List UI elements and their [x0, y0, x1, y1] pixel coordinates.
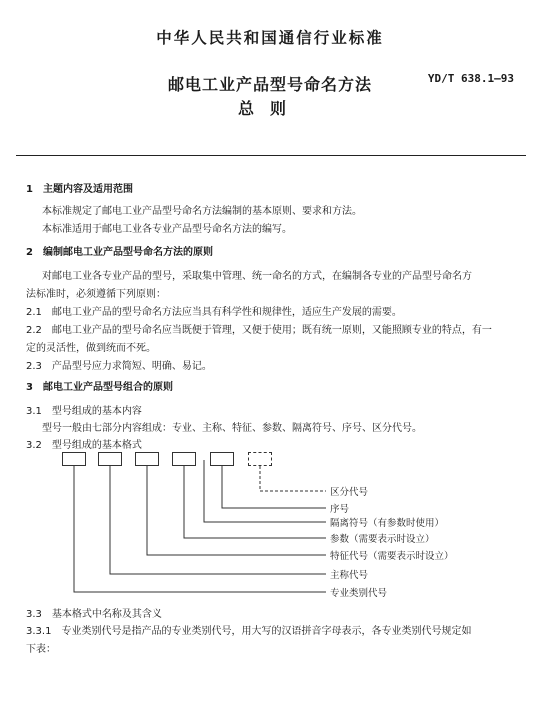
- document-header: 中华人民共和国通信行业标准: [156, 29, 384, 47]
- clause-3-3-1-line-1: 3.3.1 专业类别代号是指产品的专业类别代号，用大写的汉语拼音字母表示，各专业类别代号规定如: [26, 626, 472, 637]
- clause-3-2-title: 3.2 型号组成的基本格式: [26, 440, 142, 451]
- label-feature-code: 特征代号（需要表示时设立）: [330, 551, 454, 562]
- section-3-heading: 3 邮电工业产品型号组合的原则: [26, 382, 173, 393]
- section-2-intro-line-1: 对邮电工业各专业产品的型号，采取集中管理、统一命名的方式，在编制各专业的产品型号命名方: [42, 271, 472, 282]
- document-title: 邮电工业产品型号命名方法: [167, 75, 372, 94]
- clause-3-3-1-line-2: 下表：: [26, 644, 56, 655]
- clause-2-3: 2.3 产品型号应力求简短、明确、易记。: [26, 361, 212, 372]
- label-professional-category-code: 专业类别代号: [330, 588, 388, 599]
- section-2-heading: 2 编制邮电工业产品型号命名方法的原则: [26, 247, 213, 258]
- section-1-paragraph-1: 本标准规定了邮电工业产品型号命名方法编制的基本原则、要求和方法。: [42, 206, 362, 217]
- section-1-heading: 1 主题内容及适用范围: [26, 184, 133, 195]
- label-distinction-code: 区分代号: [330, 487, 369, 498]
- document-subtitle: 总则: [237, 99, 302, 118]
- standard-number: YD/T 638.1—93: [427, 72, 514, 85]
- clause-2-1: 2.1 邮电工业产品的型号命名方法应当具有科学性和规律性，适应生产发展的需要。: [26, 307, 402, 318]
- clause-3-3-title: 3.3 基本格式中名称及其含义: [26, 609, 162, 620]
- clause-2-2-line-1: 2.2 邮电工业产品的型号命名应当既便于管理，又便于使用；既有统一原则，又能照顾专业的特点，有一: [26, 325, 492, 336]
- clause-3-1-text: 型号一般由七部分内容组成：专业、主称、特征、参数、隔离符号、序号、区分代号。: [42, 423, 422, 434]
- clause-2-2-line-2: 定的灵活性，做到统而不死。: [26, 343, 156, 354]
- label-isolation-symbol: 隔离符号（有参数时使用）: [330, 518, 445, 529]
- clause-3-1-title: 3.1 型号组成的基本内容: [26, 406, 142, 417]
- label-parameter: 参数（需要表示时设立）: [330, 534, 435, 545]
- label-serial-number: 序号: [330, 504, 350, 515]
- section-2-intro-line-2: 法标准时，必须遵循下列原则：: [26, 289, 166, 300]
- section-1-paragraph-2: 本标准适用于邮电工业各专业产品型号命名方法的编写。: [42, 224, 292, 235]
- label-main-name-code: 主称代号: [330, 570, 369, 581]
